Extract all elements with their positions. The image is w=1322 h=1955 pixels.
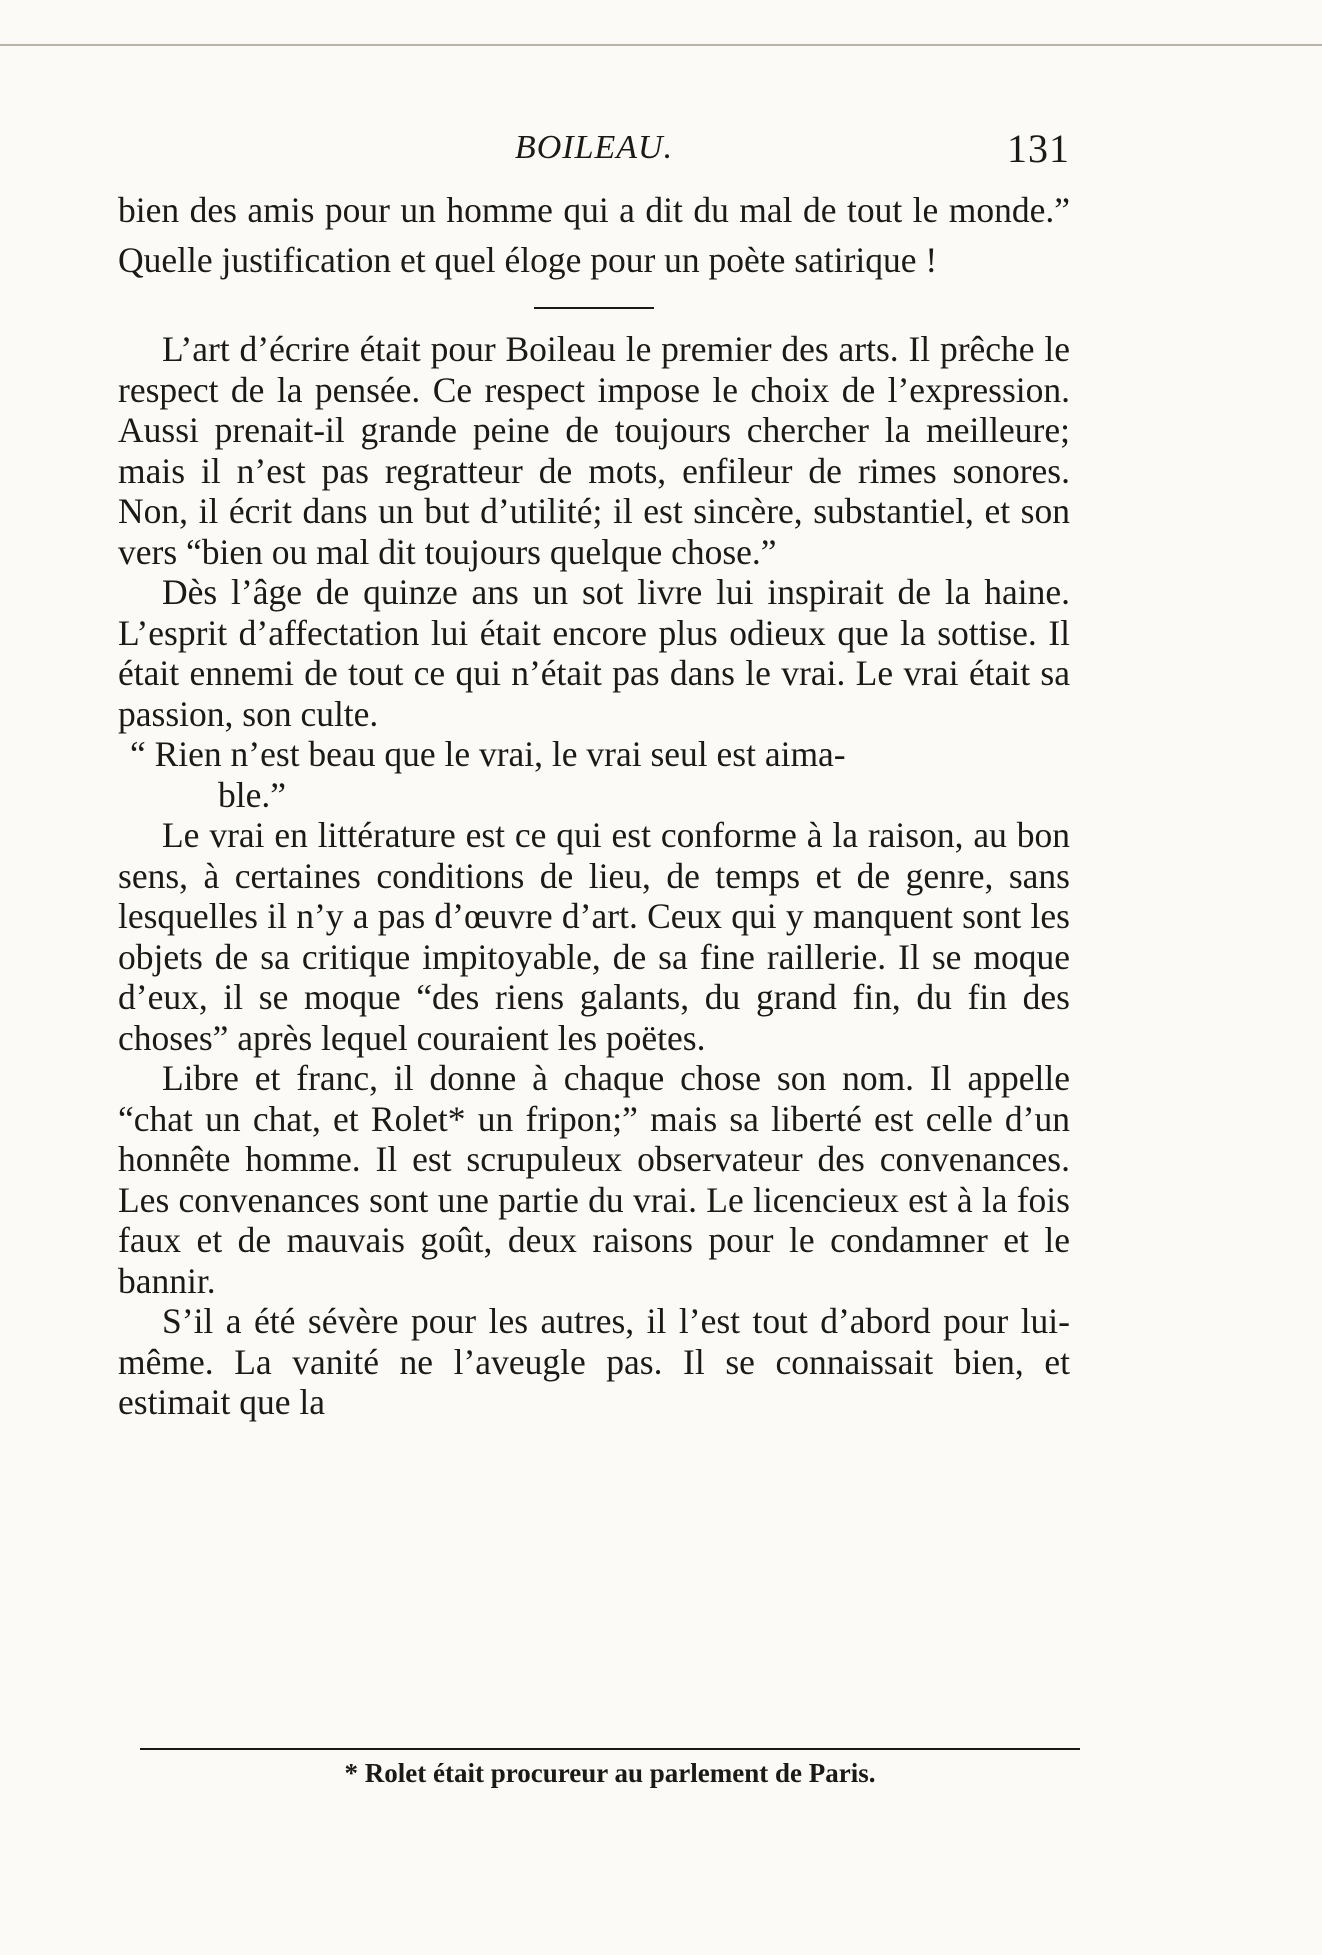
paragraph-libre-et-franc: Libre et franc, il donne à chaque chose son nom. Il appelle “chat un chat, et Rolet* un fripon;” mais sa liberté est celle d’un honnête homme. Il est scrupuleux observateur des convenances. Les convenances sont une partie du vrai. Le licencieux est à la fois faux et de mauvais goût, deux raisons pour le condamner et le bannir. [118,1058,1070,1301]
quote-line-2: ble.” [218,774,287,815]
paragraph-des-l-age: Dès l’âge de quinze ans un sot livre lui inspirait de la haine. L’esprit d’affectation lui était encore plus odieux que la sottise. Il était ennemi de tout ce qui n’était pas dans le vrai. Le vrai était sa passion, son culte. [118,572,1070,734]
section-divider [534,307,654,309]
book-page [118,125,1070,1423]
running-head [118,125,1070,185]
quote-line-1: “ Rien n’est beau que le vrai, le vrai seul est aima- [130,734,846,774]
page-number: 131 [1007,126,1070,171]
footnote-divider [140,1748,1080,1750]
continuation-paragraph: bien des amis pour un homme qui a dit du mal de tout le monde.” Quelle justification et quel éloge pour un poète satirique ! [118,190,1070,280]
paragraph-art-d-ecrire: L’art d’écrire était pour Boileau le premier des arts. Il prêche le respect de la pensée. Ce respect impose le choix de l’expression. Aussi prenait-il grande peine de toujours chercher la meilleure; mais il n’est pas regratteur de mots, enfileur de rimes sonores. Non, il écrit dans un but d’utilité; il est sincère, substantiel, et son vers “bien ou mal dit toujours quelque chose.” [118,329,1070,572]
paragraph-s-il-a-ete: S’il a été sévère pour les autres, il l’est tout d’abord pour lui-même. La vanité ne l’aveugle pas. Il se connaissait bien, et estimait que la [118,1301,1070,1422]
page-top-edge [0,44,1322,46]
footnote: * Rolet était procureur au parlement de Paris. [344,1758,876,1788]
body-text [118,185,1070,1423]
paragraph-le-vrai: Le vrai en littérature est ce qui est conforme à la raison, au bon sens, à certaines conditions de lieu, de temps et de genre, sans lesquelles il n’y a pas d’œuvre d’art. Ceux qui y manquent sont les objets de sa critique impitoyable, de sa fine raillerie. Il se moque d’eux, il se moque “des riens galants, du grand fin, du fin des choses” après lequel couraient les poëtes. [118,815,1070,1058]
running-title: BOILEAU. [514,129,674,166]
